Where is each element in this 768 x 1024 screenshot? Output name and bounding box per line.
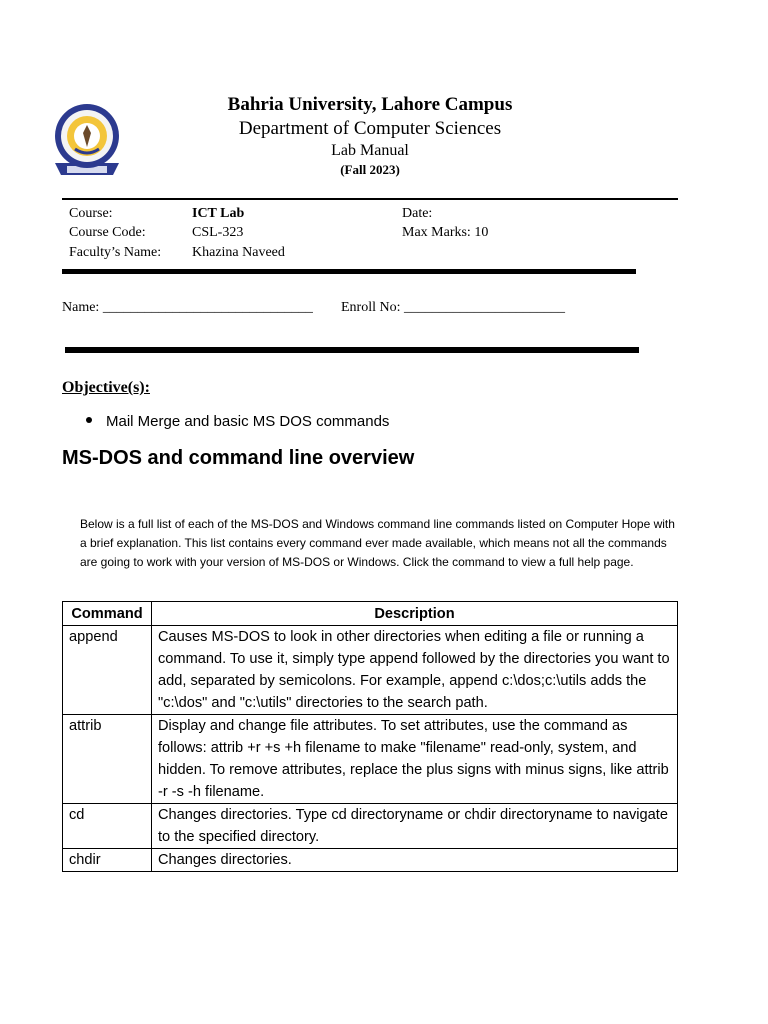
header-description: Description [152,602,678,626]
student-name-field: Name: ______________________________ [62,300,313,315]
course-label: Course: [69,206,113,221]
command-cell: attrib [63,715,152,804]
command-cell: append [63,626,152,715]
command-cell: cd [63,804,152,849]
date-label: Date: [402,206,433,221]
header-command: Command [63,602,152,626]
commands-table [62,601,678,872]
department-title: Department of Computer Sciences [238,118,502,139]
section-title: MS-DOS and command line overview [62,447,415,469]
table-header-row [63,602,678,626]
description-cell: Display and change file attributes. To set attributes, use the command as follows: attrib +r +s +h filename to make "filename" read-only, system, and hidden. To remove attributes, replace the plus signs with minus signs, like attrib -r -s -h filename. [152,715,678,804]
faculty-label: Faculty’s Name: [69,245,162,260]
course-code-value: CSL-323 [192,225,244,240]
table-row [63,804,678,849]
table-row [63,849,678,872]
objective-item-text: Mail Merge and basic MS DOS commands [106,413,390,430]
course-code-label: Course Code: [69,225,146,240]
max-marks-label: Max Marks: 10 [402,225,489,240]
term-label: (Fall 2023) [340,162,400,177]
university-title: Bahria University, Lahore Campus [227,94,513,115]
description-cell: Changes directories. [152,849,678,872]
course-value: ICT Lab [192,206,245,221]
header-divider [62,198,678,200]
student-divider [65,347,639,353]
command-cell: chdir [63,849,152,872]
info-divider [62,269,636,274]
table-row [63,715,678,804]
faculty-value: Khazina Naveed [192,245,285,260]
enroll-number-field: Enroll No: _______________________ [341,300,565,315]
section-intro: Below is a full list of each of the MS-DOS and Windows command line commands listed on Computer Hope with a brief explanation. This list contains every command ever made available, which means not all the commands are going to work with your version of MS-DOS or Windows. Click the command to view a full help page. [80,517,675,569]
description-cell: Changes directories. Type cd directoryname or chdir directoryname to navigate to the specified directory. [152,804,678,849]
university-logo [53,103,121,179]
table-row [63,626,678,715]
objective-heading: Objective(s): [62,379,150,396]
manual-title: Lab Manual [331,142,409,159]
objective-item [86,413,389,430]
bullet-icon [86,417,92,423]
description-cell: Causes MS-DOS to look in other directories when editing a file or running a command. To use it, simply type append followed by the directories you want to add, separated by semicolons. For example, append c:\dos;c:\utils adds the "c:\dos" and "c:\utils" directories to the search path. [152,626,678,715]
